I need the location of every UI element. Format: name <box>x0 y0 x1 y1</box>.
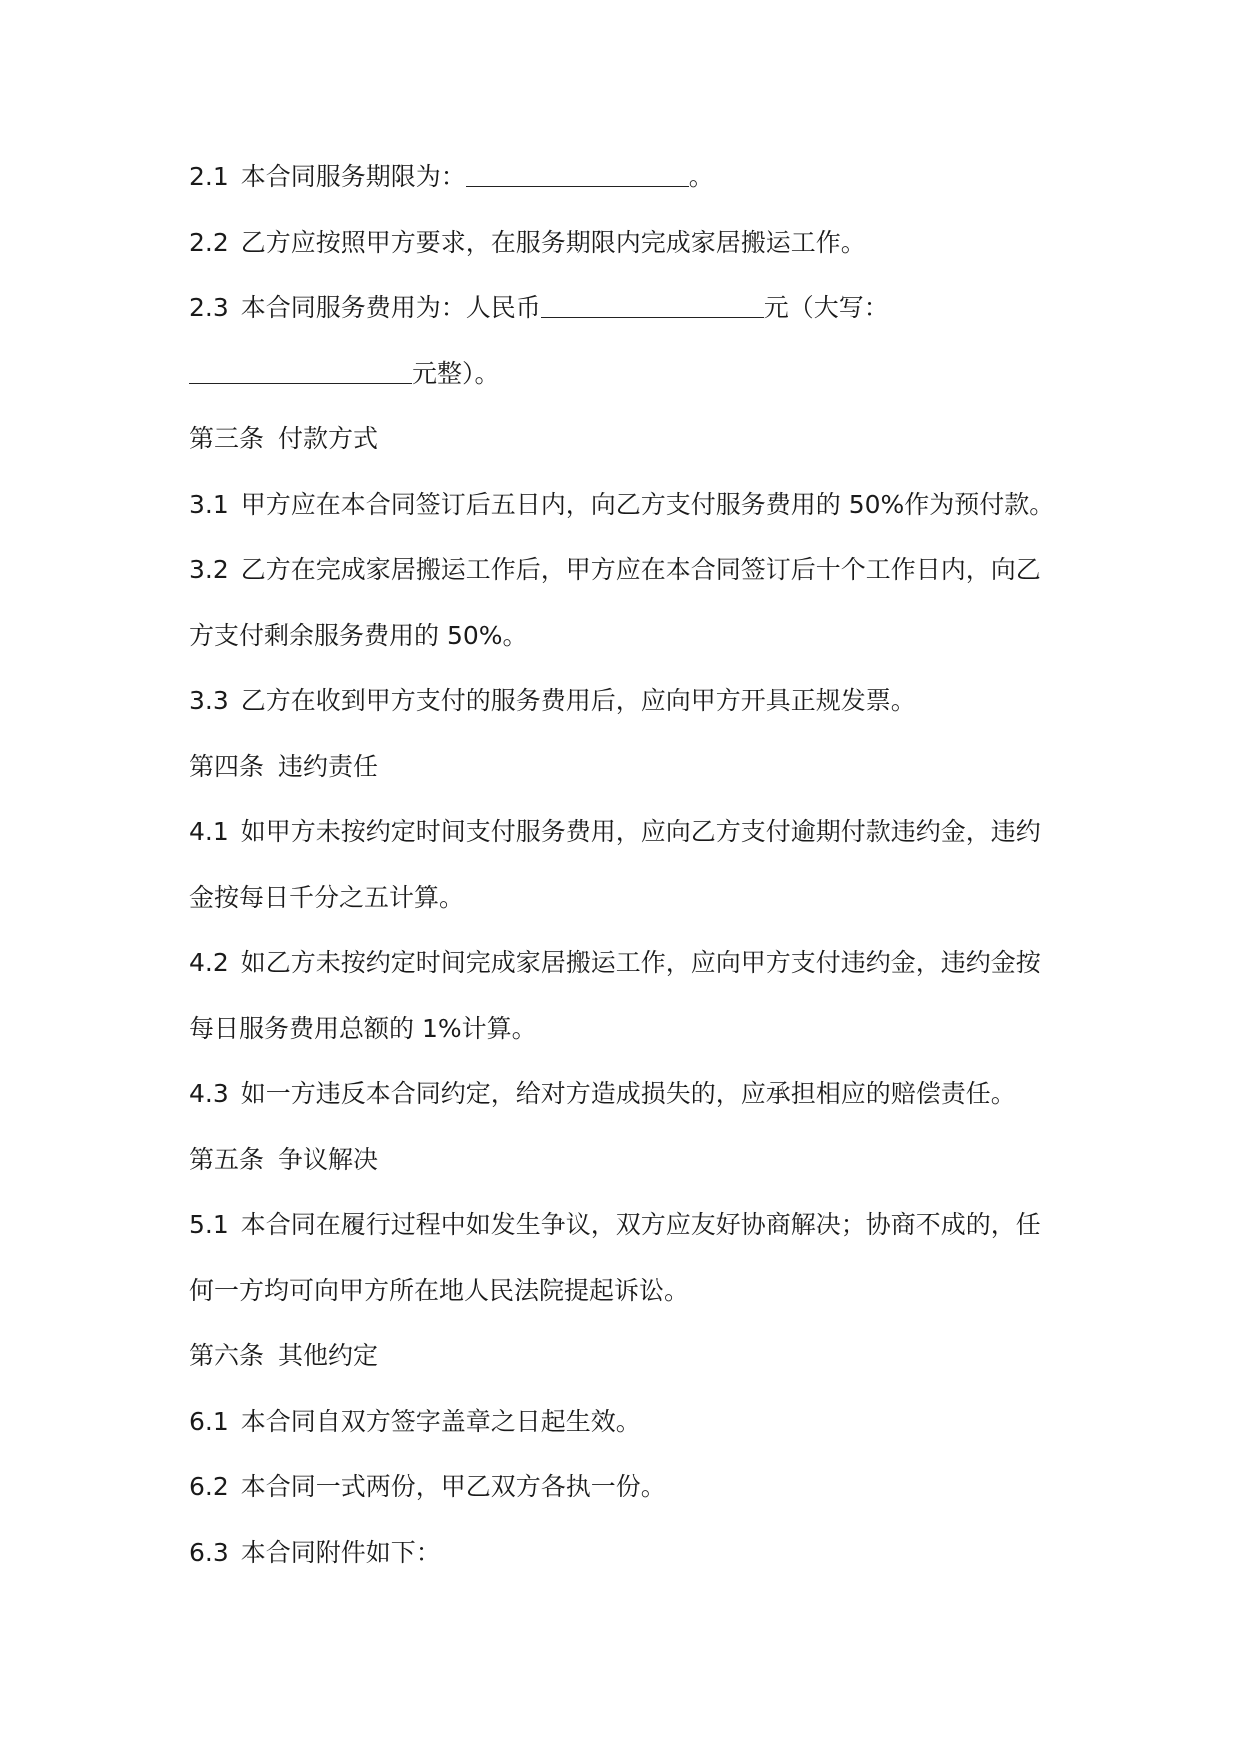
clause-text: 本合同在履行过程中如发生争议，双方应友好协商解决；协商不成的，任 <box>240 1210 1041 1239</box>
article-5-heading <box>189 1139 1059 1205</box>
article-3-heading <box>189 418 1059 484</box>
clause-number: 2.3 <box>189 293 229 322</box>
clause-number: 4.2 <box>189 948 229 977</box>
clause-6-2 <box>189 1466 1059 1532</box>
article-6-heading <box>189 1335 1059 1401</box>
article-4-heading <box>189 746 1059 812</box>
clause-number: 2.2 <box>189 227 229 257</box>
clause-number: 4.3 <box>189 1079 229 1108</box>
clause-text: 方支付剩余服务费用的 50%。 <box>189 620 528 650</box>
clause-number: 3.2 <box>189 555 229 584</box>
clause-4-2-continued <box>189 1008 1059 1074</box>
clause-number: 3.3 <box>189 686 229 715</box>
clause-5-1 <box>189 1204 1059 1270</box>
clause-number: 6.3 <box>189 1537 229 1567</box>
clause-text: 本合同自双方签字盖章之日起生效。 <box>240 1406 641 1436</box>
clause-text-end: 元（大写： <box>763 293 889 322</box>
clause-4-1 <box>189 811 1059 877</box>
clause-2-1 <box>189 156 1059 222</box>
clause-number: 5.1 <box>189 1210 229 1239</box>
clause-text: 本合同服务期限为： <box>240 162 466 191</box>
clause-text: 如一方违反本合同约定，给对方造成损失的，应承担相应的赔偿责任。 <box>240 1079 1016 1108</box>
fee-amount-uppercase-blank[interactable] <box>189 359 412 384</box>
clause-text: 如乙方未按约定时间完成家居搬运工作，应向甲方支付违约金，违约金按 <box>240 948 1041 977</box>
article-number: 第五条 <box>189 1144 265 1174</box>
article-title: 付款方式 <box>278 424 379 453</box>
clause-number: 4.1 <box>189 817 229 846</box>
clause-number: 3.1 <box>189 489 229 519</box>
clause-text: 每日服务费用总额的 1%计算。 <box>189 1013 537 1043</box>
clause-text: 本合同服务费用为：人民币 <box>240 293 541 322</box>
clause-text: 何一方均可向甲方所在地人民法院提起诉讼。 <box>189 1275 690 1305</box>
clause-number: 6.2 <box>189 1472 229 1501</box>
clause-text: 乙方在收到甲方支付的服务费用后，应向甲方开具正规发票。 <box>240 686 916 715</box>
article-number: 第六条 <box>189 1341 265 1370</box>
clause-text-end: 。 <box>688 162 714 191</box>
clause-text-end: 元整）。 <box>412 358 500 388</box>
clause-text: 乙方在完成家居搬运工作后，甲方应在本合同签订后十个工作日内，向乙 <box>240 555 1041 584</box>
article-number: 第四条 <box>189 751 265 781</box>
article-title: 争议解决 <box>278 1144 379 1174</box>
clause-text: 甲方应在本合同签订后五日内，向乙方支付服务费用的 50%作为预付款。 <box>240 489 1055 519</box>
clause-6-1 <box>189 1401 1059 1467</box>
clause-text: 如甲方未按约定时间支付服务费用，应向乙方支付逾期付款违约金，违约 <box>240 817 1041 846</box>
clause-2-3-continued <box>189 353 1059 419</box>
clause-4-3 <box>189 1073 1059 1139</box>
clause-3-2 <box>189 549 1059 615</box>
fee-amount-blank[interactable] <box>541 293 764 318</box>
clause-text: 乙方应按照甲方要求，在服务期限内完成家居搬运工作。 <box>240 227 866 257</box>
article-number: 第三条 <box>189 424 265 453</box>
clause-5-1-continued <box>189 1270 1059 1336</box>
clause-4-2 <box>189 942 1059 1008</box>
clause-text: 本合同一式两份，甲乙双方各执一份。 <box>240 1472 666 1501</box>
article-title: 其他约定 <box>278 1341 379 1370</box>
clause-2-2 <box>189 222 1059 288</box>
clause-text: 金按每日千分之五计算。 <box>189 882 465 912</box>
article-title: 违约责任 <box>278 751 379 781</box>
clause-3-3 <box>189 680 1059 746</box>
service-period-blank[interactable] <box>466 162 689 187</box>
clause-number: 2.1 <box>189 162 229 191</box>
clause-3-2-continued <box>189 615 1059 681</box>
clause-number: 6.1 <box>189 1406 229 1436</box>
clause-3-1 <box>189 484 1059 550</box>
document-body <box>189 156 1059 1597</box>
clause-text: 本合同附件如下： <box>240 1537 441 1567</box>
clause-6-3 <box>189 1532 1059 1598</box>
clause-4-1-continued <box>189 877 1059 943</box>
clause-2-3 <box>189 287 1059 353</box>
